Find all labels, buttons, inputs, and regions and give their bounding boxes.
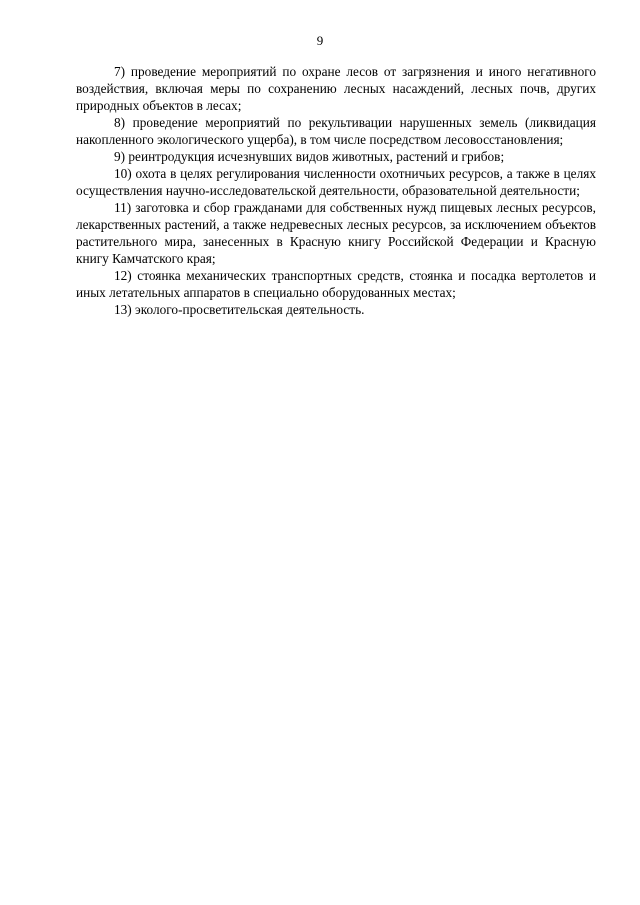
list-item-12: 12) стоянка механических транспортных средств, стоянка и посадка вертолетов и иных летательных аппаратов в специально оборудованных местах; [76, 268, 596, 300]
page-number: 9 [316, 33, 324, 48]
list-item-9: 9) реинтродукция исчезнувших видов животных, растений и грибов; [114, 149, 505, 164]
document-body [76, 63, 596, 318]
list-item-11: 11) заготовка и сбор гражданами для собственных нужд пищевых лесных ресурсов, лекарственных растений, а также недревесных лесных ресурсов, за исключением объектов растительного мира, занесенных в Красную книгу Российской Федерации и Красную книгу Камчатского края; [76, 200, 596, 266]
list-item-13: 13) эколого-просветительская деятельность. [114, 302, 365, 317]
list-item-10: 10) охота в целях регулирования численности охотничьих ресурсов, а также в целях осуществления научно-исследовательской деятельности, образовательной деятельности; [76, 166, 596, 198]
list-item-7: 7) проведение мероприятий по охране лесов от загрязнения и иного негативного воздействия, включая меры по сохранению лесных насаждений, лесных почв, других природных объектов в лесах; [76, 64, 596, 113]
list-item-8: 8) проведение мероприятий по рекультивации нарушенных земель (ликвидация накопленного экологического ущерба), в том числе посредством лесовосстановления; [76, 115, 596, 147]
